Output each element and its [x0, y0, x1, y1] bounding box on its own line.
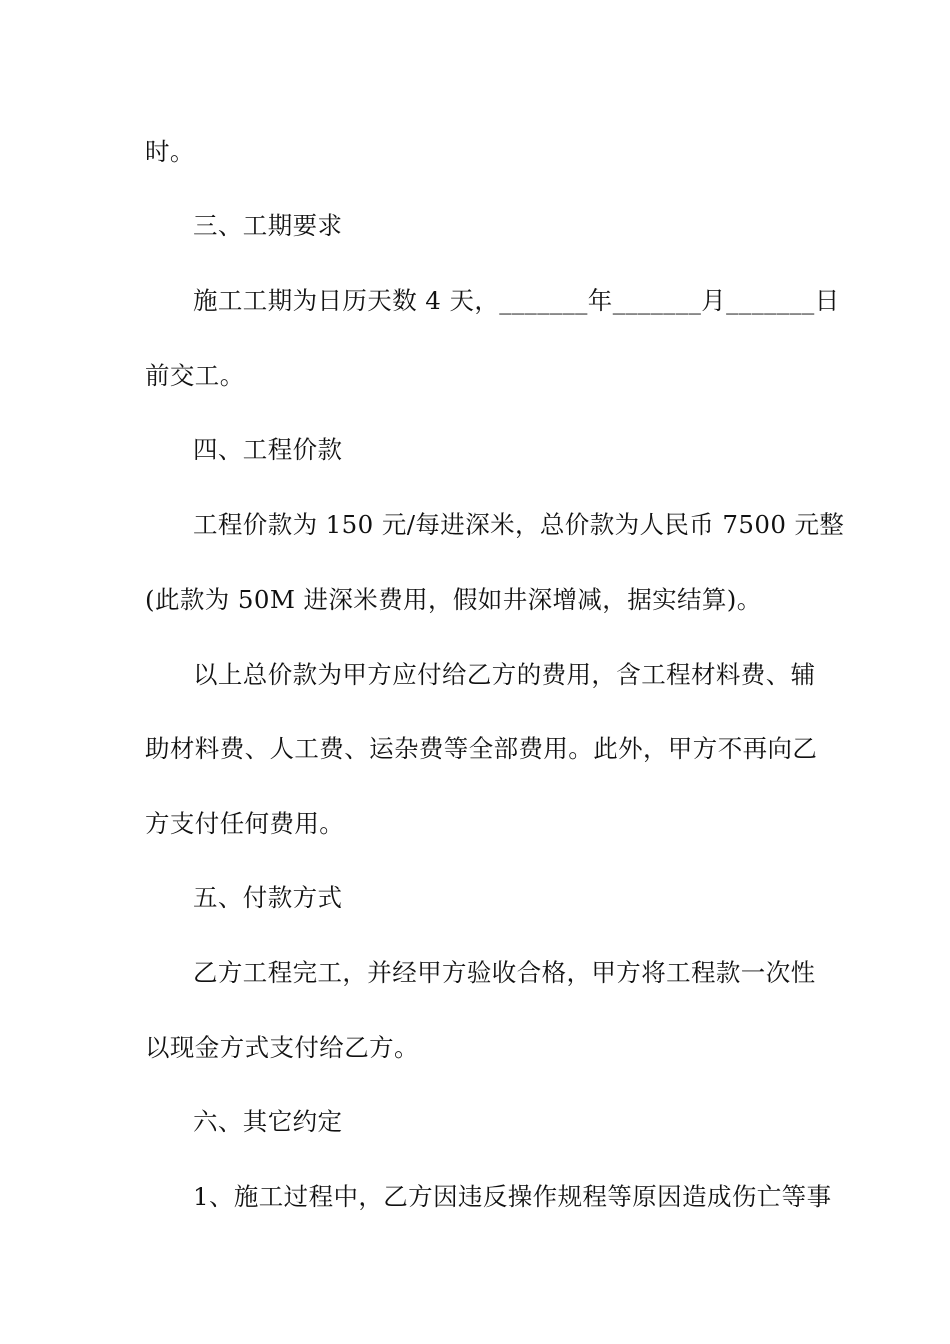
paragraph-line: 前交工。	[145, 361, 245, 390]
section-heading: 五、付款方式	[193, 883, 343, 912]
paragraph-line: 乙方工程完工，并经甲方验收合格，甲方将工程款一次性	[193, 958, 816, 987]
paragraph-line: 以上总价款为甲方应付给乙方的费用，含工程材料费、辅	[193, 660, 816, 689]
paragraph-line: 方支付任何费用。	[145, 809, 345, 838]
paragraph-line: 施工工期为日历天数 4 天，_______年_______月_______日	[193, 286, 840, 315]
section-heading: 六、其它约定	[193, 1107, 343, 1136]
paragraph-line: 时。	[145, 137, 195, 166]
section-heading: 四、工程价款	[193, 435, 343, 464]
paragraph-line: 助材料费、人工费、运杂费等全部费用。此外，甲方不再向乙	[145, 734, 818, 763]
paragraph-line: 以现金方式支付给乙方。	[145, 1033, 419, 1062]
paragraph-line: 1、施工过程中，乙方因违反操作规程等原因造成伤亡等事	[193, 1182, 832, 1211]
paragraph-line: 工程价款为 150 元/每进深米，总价款为人民币 7500 元整	[193, 510, 845, 539]
section-heading: 三、工期要求	[193, 211, 343, 240]
paragraph-line: (此款为 50M 进深米费用，假如井深增减，据实结算)。	[145, 585, 762, 614]
